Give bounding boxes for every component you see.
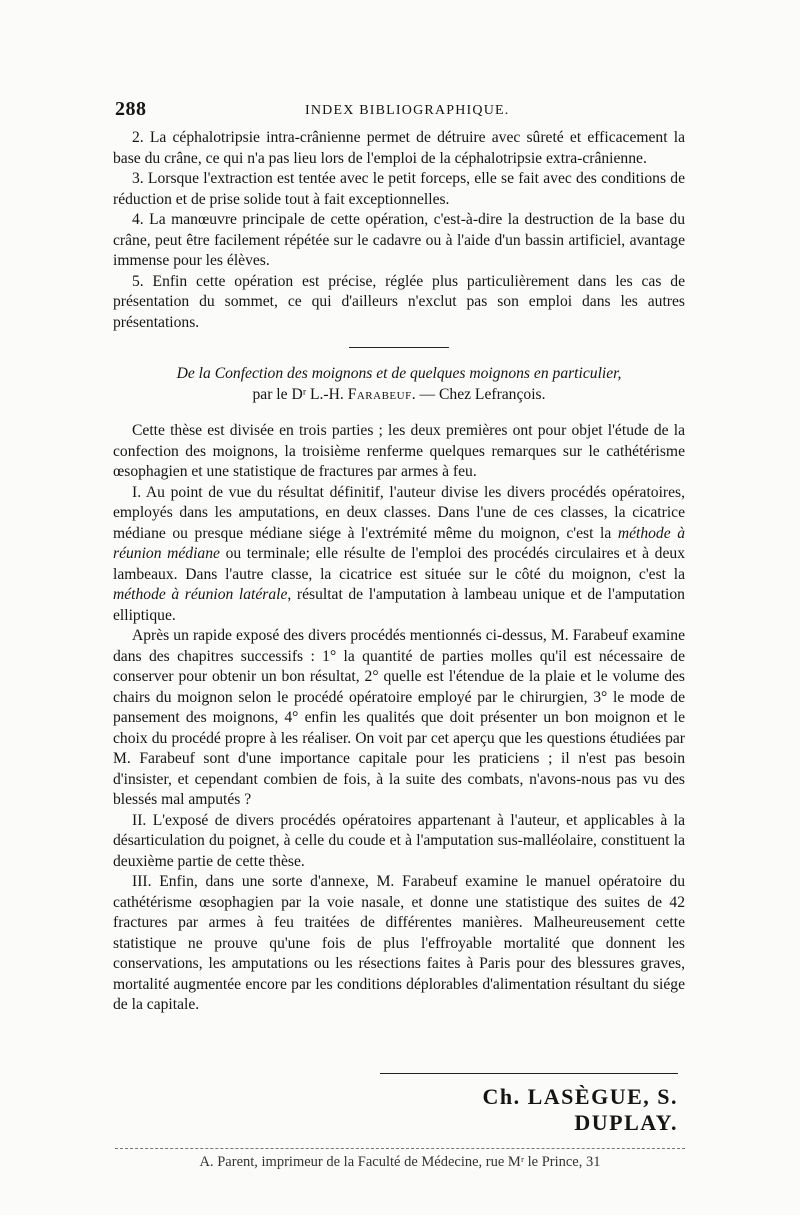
conclusion-paragraph-5: 5. Enfin cette opération est précise, réglée plus particulièrement dans les cas de présentation du sommet, ce qui d'ailleurs n'exclut pas son emploi dans les autres présentations.	[113, 272, 685, 331]
part-1-text-c: , résultat de l'amputation à lambeau unique et de l'amputation elliptique.	[113, 586, 685, 624]
signature-rule	[380, 1073, 678, 1074]
imprint-rule	[115, 1148, 685, 1149]
running-head: INDEX BIBLIOGRAPHIQUE.	[305, 103, 510, 118]
byline-suffix: . — Chez Lefrançois.	[411, 385, 546, 403]
conclusion-paragraph-4: 4. La manœuvre principale de cette opération, c'est-à-dire la destruction de la base du crâne, peut être facilement répétée sur le cadavre ou à l'aide d'un bassin artificiel, avantage immense pour les élèves.	[113, 211, 685, 269]
part-1-emphasis-lateral: méthode à réunion latérale	[113, 586, 288, 603]
section-divider	[349, 347, 449, 348]
byline-prefix: par le Dʳ L.-H.	[252, 385, 348, 403]
byline-author: Farabeuf	[347, 385, 412, 403]
part-1-text-b: ou terminale; elle résulte de l'emploi des procédés circulaires et à deux lambeaux. Dans l'autre classe, la cicatrice est située sur le côté du moignon, c'est la	[113, 545, 685, 583]
printer-imprint: A. Parent, imprimeur de la Faculté de Médecine, rue Mʳ le Prince, 31	[199, 1154, 601, 1170]
editors-signature: Ch. LASÈGUE, S. DUPLAY.	[482, 1084, 678, 1135]
review-byline	[113, 385, 685, 406]
review-paragraph-part-2: II. L'exposé de divers procédés opératoires appartenant à l'auteur, et applicables à la désarticulation du poignet, à celle du coude et à l'amputation sus-malléolaire, constituent la deuxième partie de cette thèse.	[113, 811, 685, 870]
review-paragraph-summary: Après un rapide exposé des divers procédés mentionnés ci-dessus, M. Farabeuf examine dans des chapitres successifs : 1° la quantité de parties molles qu'il est nécessaire de conserver pour obtenir un bon résultat, 2° quelle est l'étendue de la plaie et le volume des chairs du moignon selon le procédé opératoire employé par le chirurgien, 3° le mode de pansement des moignons, 4° enfin les qualités que doit présenter un bon moignon et le choix du procédé propre à les réaliser. On voit par cet aperçu que les questions étudiées par M. Farabeuf sont d'une importance capitale pour les praticiens ; il n'est pas besoin d'insister, et cependant combien de fois, à la suite des combats, n'avons-nous pas vu des blessés mal amputés ?	[113, 627, 685, 808]
part-1-emphasis-median: méthode à réunion médiane	[113, 524, 685, 562]
page-header	[115, 98, 685, 124]
review-title: De la Confection des moignons et de quelques moignons en particulier,	[176, 365, 622, 382]
review-paragraph-part-3: III. Enfin, dans une sorte d'annexe, M. Farabeuf examine le manuel opératoire du cathétérisme œsophagien par la voie nasale, et donne une statistique des suites de 42 fractures par armes à feu traitées de différentes manières. Malheureusement cette statistique ne prouve qu'une fois de plus l'effroyable mortalité que donnent les conservations, les amputations ou les résections faites à Paris pour des blessures graves, mortalité augmentée encore par les conditions déplorables d'alimentation résultant du siége de la capitale.	[113, 873, 685, 1013]
conclusion-paragraph-2: 2. La céphalotripsie intra-crânienne permet de détruire avec sûreté et efficacement la base du crâne, ce qui n'a pas lieu lors de l'emploi de la céphalotripsie extra-crânienne.	[113, 129, 685, 167]
part-1-text-a: I. Au point de vue du résultat définitif, l'auteur divise les divers procédés opératoires, employés dans les amputations, en deux classes. Dans l'une de ces classes, la cicatrice médiane ou presque médiane siége à l'extrémité même du moignon, c'est la	[113, 483, 685, 542]
review-paragraph-intro: Cette thèse est divisée en trois parties ; les deux premières ont pour objet l'étude de la confection des moignons, la troisième renferme quelques remarques sur le cathétérisme œsophagien et une statistique de fractures par armes à feu.	[113, 422, 685, 480]
conclusion-paragraph-3: 3. Lorsque l'extraction est tentée avec le petit forceps, elle se fait avec des conditions de réduction et de prise solide tout à fait exceptionnelles.	[113, 170, 685, 208]
page-number: 288	[115, 98, 147, 120]
main-text	[113, 128, 685, 1016]
review-paragraph-part-1	[113, 483, 685, 627]
